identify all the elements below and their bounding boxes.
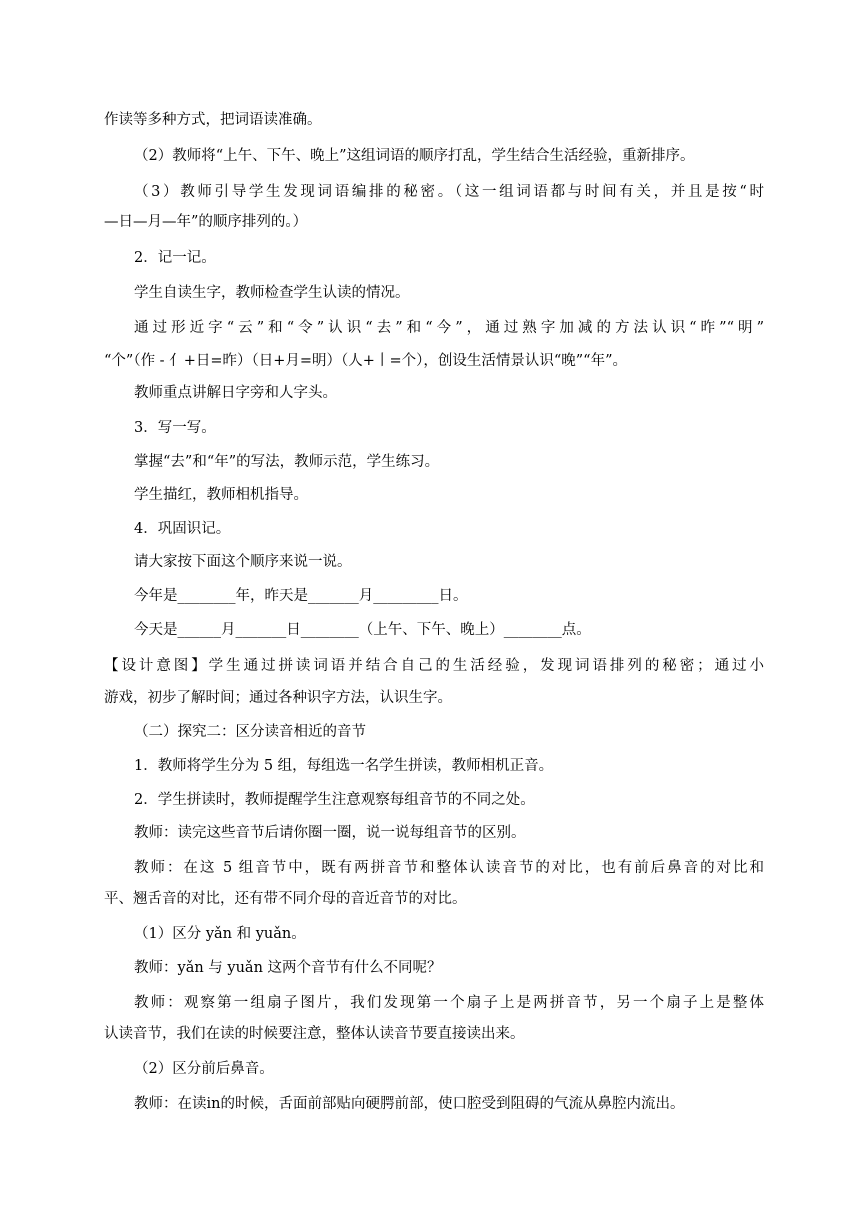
text-line: 教师：观察第一组扇子图片，我们发现第一个扇子上是两拼音节，另一个扇子上是整体: [134, 995, 764, 1011]
text-line: 今年是________年，昨天是_______月_________日。: [134, 588, 468, 604]
text-line: 通过形近字“云”和“令”认识“去”和“今”，通过熟字加减的方法认识“昨”“明”: [134, 320, 764, 336]
text-line: （二）探究二：区分读音相近的音节: [134, 724, 366, 740]
text-line: 掌握“去”和“年”的写法，教师示范，学生练习。: [134, 454, 440, 470]
text-line: 今天是______月_______日________（上午、下午、晚上）________点。: [134, 622, 591, 638]
text-line: 1．教师将学生分为 5 组，每组选一名学生拼读，教师相机正音。: [134, 758, 554, 774]
text-line: 教师：在读in的时候，舌面前部贴向硬腭前部，使口腔受到阻碍的气流从鼻腔内流出。: [134, 1096, 685, 1112]
text-line: （2）教师将“上午、下午、晚上”这组词语的顺序打乱，学生结合生活经验，重新排序。: [134, 148, 695, 164]
text-line: （3）教师引导学生发现词语编排的秘密。（这一组词语都与时间有关，并且是按“时: [134, 184, 764, 200]
text-line: 2．学生拼读时，教师提醒学生注意观察每组音节的不同之处。: [134, 792, 535, 808]
text-line: 教师：在这 5 组音节中，既有两拼音节和整体认读音节的对比，也有前后鼻音的对比和: [134, 860, 764, 876]
text-line: （2）区分前后鼻音。: [134, 1061, 274, 1077]
text-line: 教师：yǎn 与 yuǎn 这两个音节有什么不同呢？: [134, 960, 442, 976]
text-line: （1）区分 yǎn 和 yuǎn。: [134, 926, 306, 942]
text-line: 游戏，初步了解时间；通过各种识字方法，认识生字。: [104, 690, 452, 706]
text-line: 教师重点讲解日字旁和人字头。: [134, 385, 337, 401]
text-line: 请大家按下面这个顺序来说一说。: [134, 554, 352, 570]
text-line: 2．记一记。: [134, 250, 216, 266]
text-line: 【设计意图】学生通过拼读词语并结合自己的生活经验，发现词语排列的秘密；通过小: [104, 658, 764, 674]
text-line: “个”（作 - 亻+日=昨）（日+月=明）（人+丨=个），创设生活情景认识“晚”“年”。: [104, 353, 627, 369]
text-line: —日—月—年”的顺序排列的。）: [104, 214, 308, 230]
text-line: 认读音节，我们在读的时候要注意，整体认读音节要直接读出来。: [104, 1026, 525, 1042]
text-line: 作读等多种方式，把词语读准确。: [104, 112, 322, 128]
text-line: 平、翘舌音的对比，还有带不同介母的音近音节的对比。: [104, 891, 467, 907]
text-line: 学生自读生字，教师检查学生认读的情况。: [134, 285, 410, 301]
text-line: 教师：读完这些音节后请你圈一圈，说一说每组音节的区别。: [134, 825, 526, 841]
text-line: 3．写一写。: [134, 420, 216, 436]
text-line: 学生描红，教师相机指导。: [134, 487, 308, 503]
text-line: 4．巩固识记。: [134, 521, 231, 537]
